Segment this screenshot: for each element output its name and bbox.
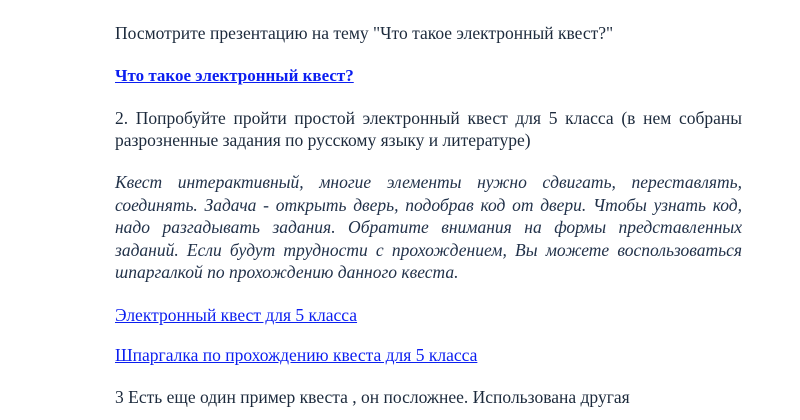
what-is-quest-link[interactable]: Что такое электронный квест? (115, 66, 354, 85)
quest-link-paragraph (115, 304, 742, 326)
quest-hint-link[interactable]: Шпаргалка по прохождению квеста для 5 класса (115, 344, 478, 365)
quest-5-class-link[interactable]: Электронный квест для 5 класса (115, 304, 358, 325)
hint-link-paragraph (115, 344, 742, 366)
quest-note-paragraph: Квест интерактивный, многие элементы нужно сдвигать, переставлять, соединять. Задача - открыть дверь, подобрав код от двери. Чтобы узнать код, надо разгадывать задания. Обратите внимания на формы представленных заданий. Если будут трудности с прохождением, Вы можете воспользоваться шпаргалкой по прохождению данного квеста. (115, 172, 742, 282)
top-link-clip (115, 0, 742, 2)
step3-paragraph: 3 Есть еще один пример квеста , он посложнее. Использована другая (115, 386, 630, 407)
intro-paragraph: Посмотрите презентацию на тему "Что такое электронный квест?" (115, 23, 614, 43)
document-page (115, 0, 742, 408)
step2-paragraph: 2. Попробуйте пройти простой электронный квест для 5 класса (в нем собраны разрозненные задания по русскому языку и литературе) (115, 108, 742, 150)
title-link-paragraph (115, 64, 742, 87)
